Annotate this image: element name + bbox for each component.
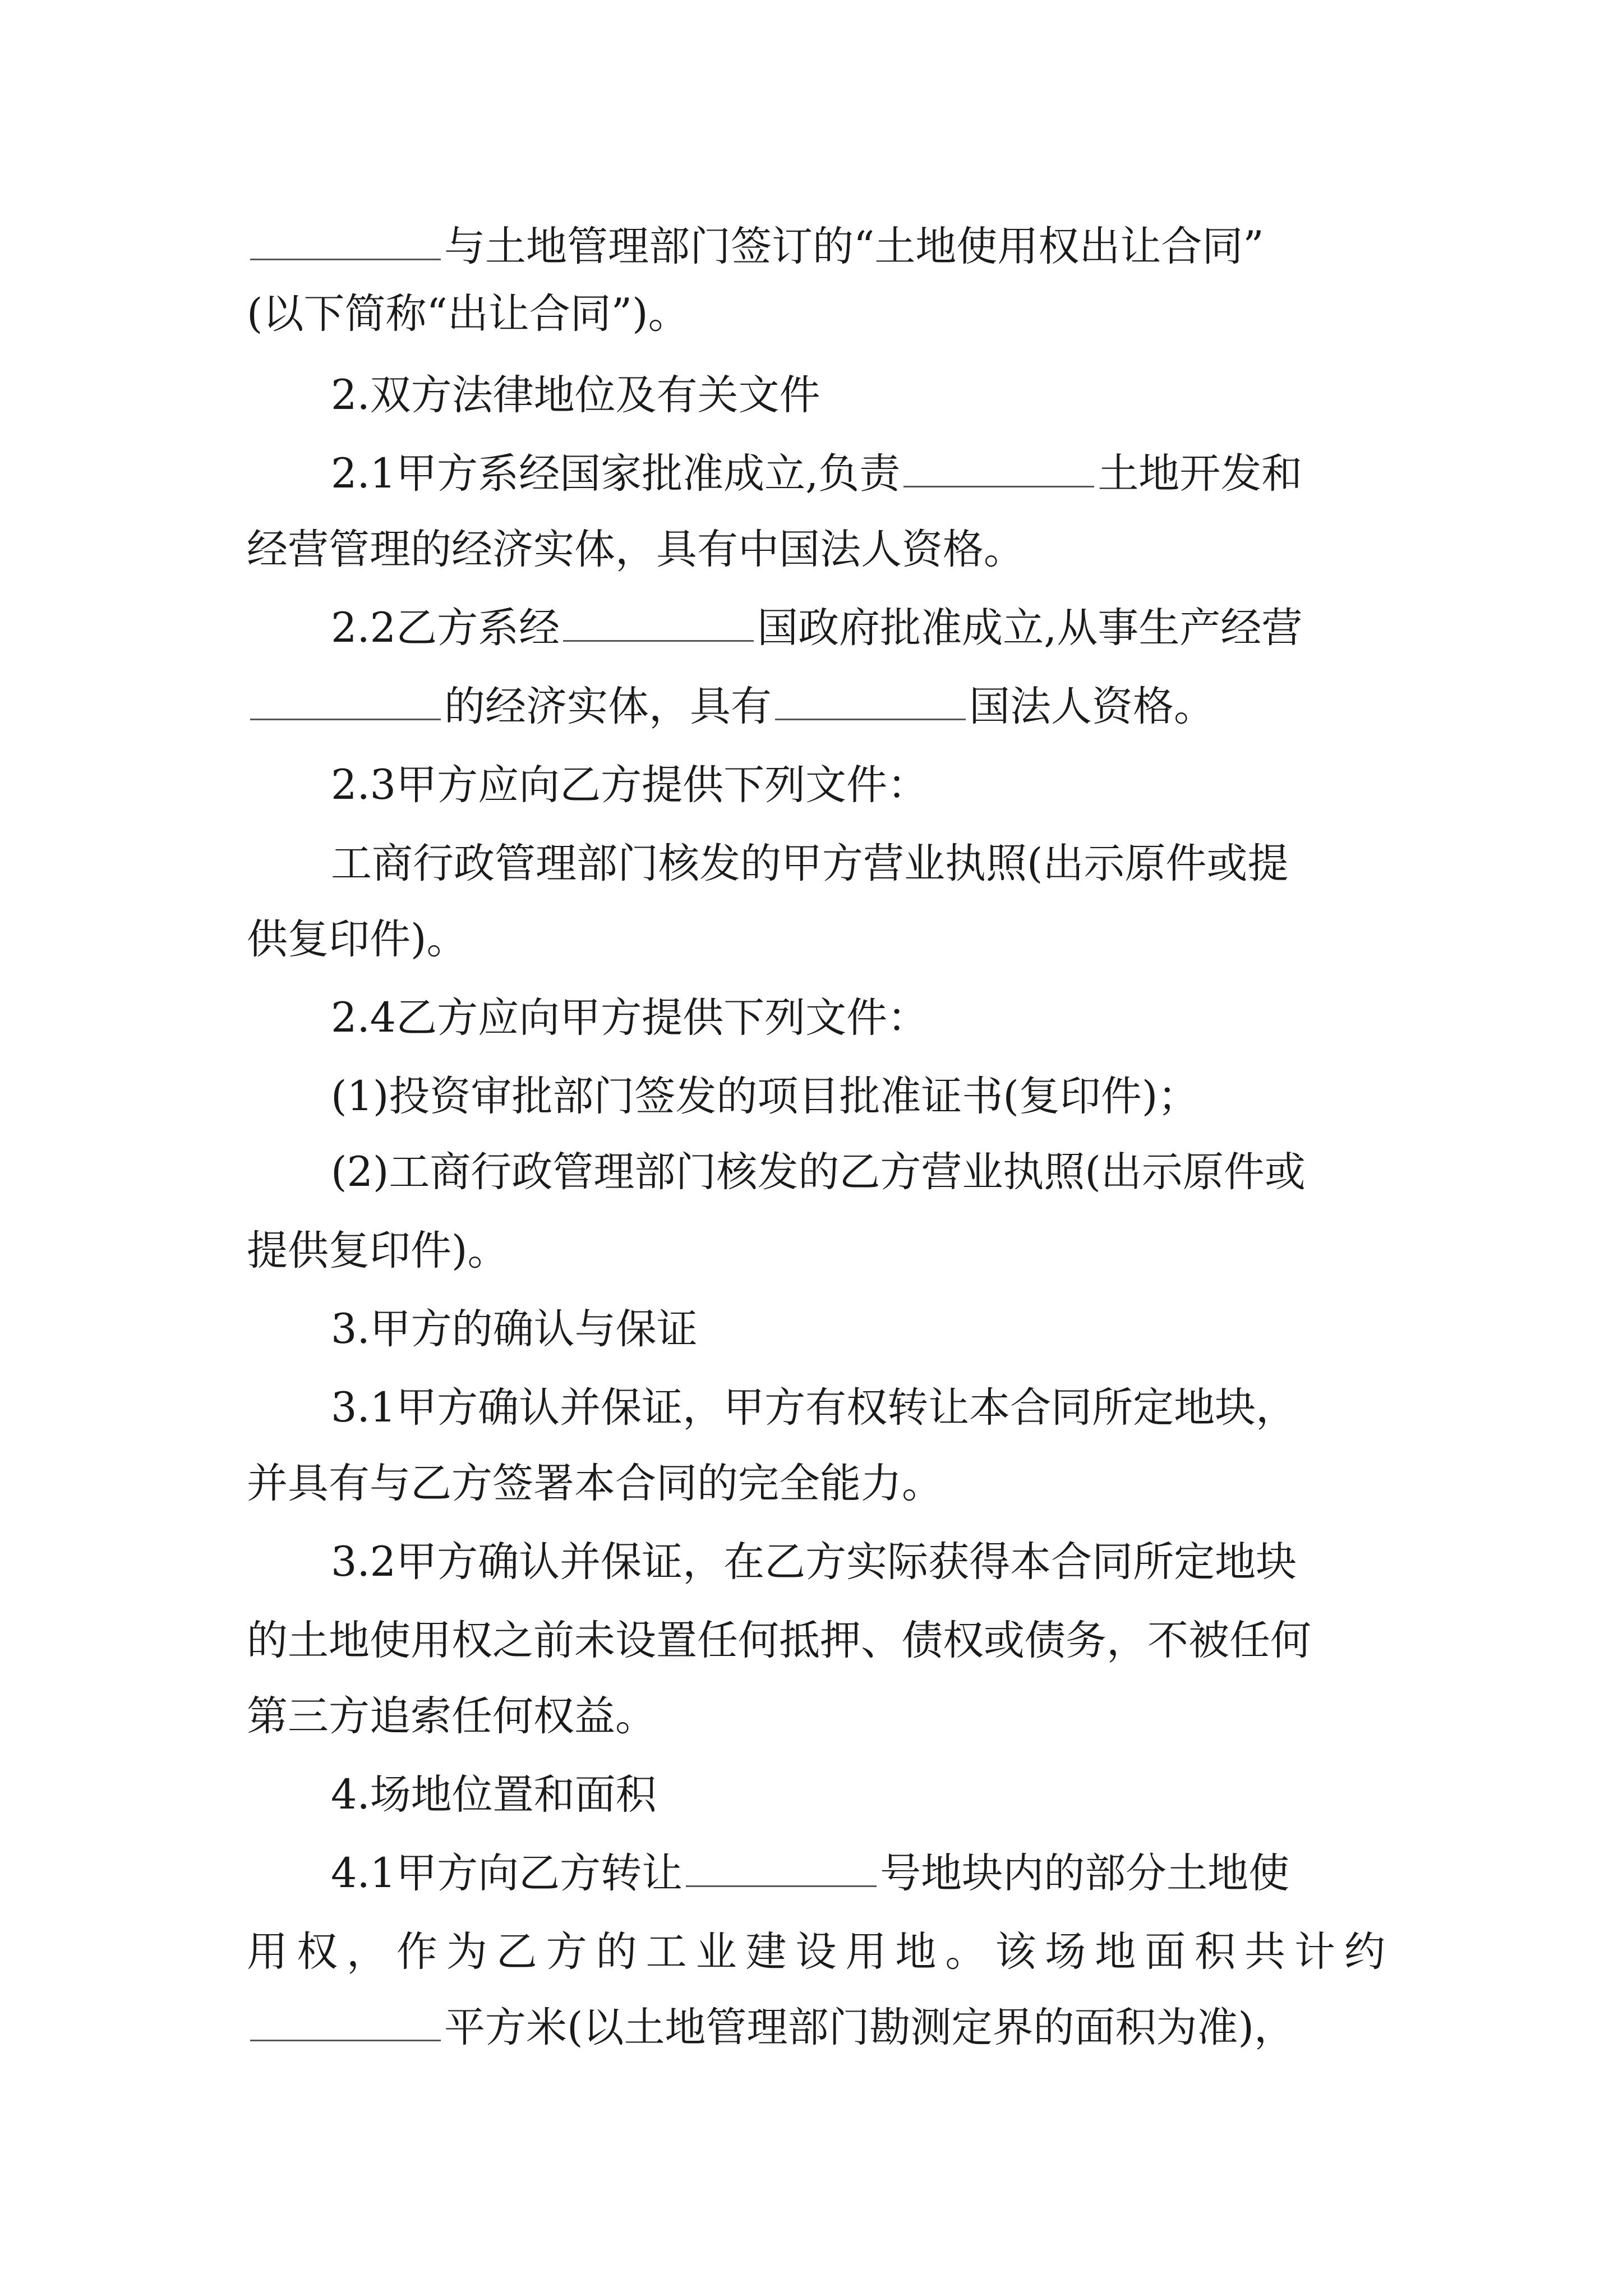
text-line: 3.2甲方确认并保证，在乙方实际获得本合同所定地块: [331, 1538, 1297, 1586]
section-heading: 4.场地位置和面积: [331, 1771, 657, 1819]
fill-in-blank[interactable]: [563, 606, 754, 642]
line-text: 与土地管理部门签订的“土地使用权出让合同”: [444, 223, 1264, 270]
text-line: 经营管理的经济实体，具有中国法人资格。: [247, 526, 1025, 573]
text-line: 供复印件)。: [247, 915, 468, 963]
text-line: [247, 216, 1385, 278]
fill-in-blank[interactable]: [903, 452, 1094, 487]
line-text: 土地开发和: [1098, 450, 1303, 498]
text-line: 用权，作为乙方的工业建设用地。该场地面积共计约: [247, 1928, 1385, 1976]
text-line: [331, 597, 1385, 659]
text-line: (1)投资审批部门签发的项目批准证书(复印件)；: [331, 1073, 1199, 1120]
fill-in-blank[interactable]: [250, 2006, 441, 2041]
fill-in-blank[interactable]: [250, 685, 441, 720]
section-heading: 2.双方法律地位及有关文件: [331, 371, 820, 419]
section-heading: 3.甲方的确认与保证: [331, 1305, 698, 1353]
text-line: [331, 443, 1385, 505]
text-line: 工商行政管理部门核发的甲方营业执照(出示原件或提: [331, 840, 1289, 887]
line-text: 2.2乙方系经: [331, 604, 560, 652]
line-text: 国政府批准成立,从事生产经营: [757, 604, 1303, 652]
text-line: 并具有与乙方签署本合同的完全能力。: [247, 1460, 943, 1507]
line-text: 的经济实体，具有: [444, 683, 772, 730]
fill-in-blank[interactable]: [686, 1852, 877, 1887]
text-line: 第三方追索任何权益。: [247, 1692, 656, 1740]
text-line: 的土地使用权之前未设置任何抵押、债权或债务，不被任何: [247, 1617, 1311, 1664]
section-heading: 2.4乙方应向甲方提供下列文件：: [331, 994, 929, 1042]
line-text: 号地块内的部分土地使: [880, 1849, 1290, 1897]
text-line: (以下简称“出让合同”)。: [247, 290, 689, 338]
fill-in-blank[interactable]: [775, 685, 966, 720]
line-text: 国法人资格。: [969, 683, 1215, 730]
line-text: 平方米(以土地管理部门勘测定界的面积为准)，: [444, 2004, 1295, 2051]
fill-in-blank[interactable]: [250, 225, 441, 260]
line-text: 4.1甲方向乙方转让: [331, 1849, 683, 1897]
text-line: (2)工商行政管理部门核发的乙方营业执照(出示原件或: [331, 1148, 1306, 1196]
text-line: [247, 676, 1385, 738]
text-line: [247, 1997, 1385, 2059]
text-line: 提供复印件)。: [247, 1227, 509, 1274]
line-text: 2.1甲方系经国家批准成立,负责: [331, 450, 901, 498]
text-line: 3.1甲方确认并保证，甲方有权转让本合同所定地块，: [331, 1384, 1297, 1432]
text-line: [331, 1843, 1385, 1904]
text-line: 2.3甲方应向乙方提供下列文件：: [331, 761, 929, 809]
